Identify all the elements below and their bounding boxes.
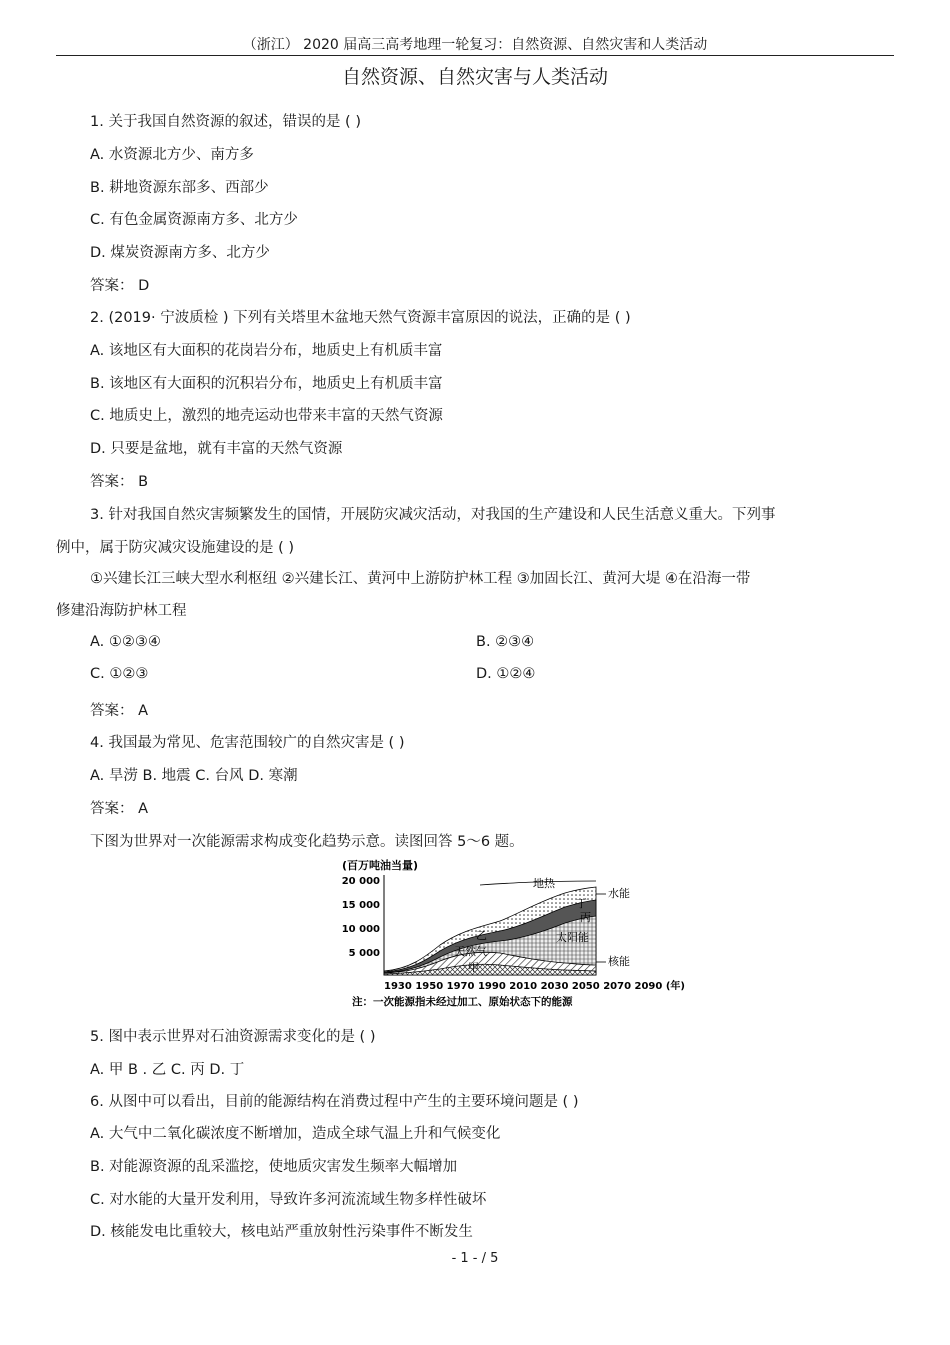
- text-line: 2. (2019· 宁波质检 ) 下列有关塔里木盆地天然气资源丰富原因的说法，正确的是 ( ): [90, 310, 631, 326]
- page-number: - 1 - / 5: [451, 1251, 499, 1266]
- text-line: 答案： A: [90, 801, 149, 817]
- ytick-5000: 5 000: [348, 948, 380, 959]
- label-bing: 丙: [580, 911, 591, 924]
- text-line: 6. 从图中可以看出，目前的能源结构在消费过程中产生的主要环境问题是 ( ): [90, 1094, 579, 1110]
- label-yi: 乙: [476, 929, 487, 942]
- text-line: C. ①②③: [90, 666, 149, 682]
- label-ding: 丁: [576, 897, 587, 910]
- text-line: 例中，属于防灾减灾设施建设的是 ( ): [56, 540, 295, 556]
- text-line: ①兴建长江三峡大型水利枢纽 ②兴建长江、黄河中上游防护林工程 ③加固长江、黄河大堤 ④在沿海一带: [90, 571, 751, 587]
- header-rule: [56, 55, 894, 56]
- text-line: 答案： A: [90, 703, 149, 719]
- text-line: D. 煤炭资源南方多、北方少: [90, 245, 270, 261]
- text-line: A. 大气中二氧化碳浓度不断增加，造成全球气温上升和气候变化: [90, 1126, 501, 1142]
- figure-note: 注：一次能源指未经过加工、原始状态下的能源: [352, 996, 573, 1008]
- text-line: B. ②③④: [476, 634, 535, 650]
- label-jia: 甲: [468, 961, 479, 974]
- text-line: C. 对水能的大量开发利用，导致许多河流流域生物多样性破坏: [90, 1192, 487, 1208]
- text-line: A. 甲 B . 乙 C. 丙 D. 丁: [90, 1062, 245, 1078]
- text-line: 5. 图中表示世界对石油资源需求变化的是 ( ): [90, 1029, 376, 1045]
- ytick-20000: 20 000: [341, 876, 380, 887]
- text-line: C. 地质史上，激烈的地壳运动也带来丰富的天然气资源: [90, 408, 443, 424]
- label-natural-gas: 天然气: [454, 945, 487, 958]
- text-line: B. 耕地资源东部多、西部少: [90, 180, 269, 196]
- document-title: 自然资源、自然灾害与人类活动: [341, 66, 608, 88]
- text-line: B. 对能源资源的乱采滥挖，使地质灾害发生频率大幅增加: [90, 1159, 458, 1175]
- text-line: A. 该地区有大面积的花岗岩分布，地质史上有机质丰富: [90, 343, 443, 359]
- text-line: A. ①②③④: [90, 634, 161, 650]
- text-line: B. 该地区有大面积的沉积岩分布，地质史上有机质丰富: [90, 376, 443, 392]
- energy-demand-figure: [330, 857, 685, 1017]
- figure-xticks: 1930 1950 1970 1990 2010 2030 2050 2070 2090 (年): [384, 981, 685, 992]
- text-line: D. 只要是盆地，就有丰富的天然气资源: [90, 441, 343, 457]
- text-line: D. ①②④: [476, 666, 536, 682]
- page-header: （浙江） 2020 届高三高考地理一轮复习：自然资源、自然灾害和人类活动: [242, 37, 708, 53]
- text-line: A. 水资源北方少、南方多: [90, 147, 254, 163]
- text-line: D. 核能发电比重较大，核电站严重放射性污染事件不断发生: [90, 1224, 473, 1240]
- text-line: C. 有色金属资源南方多、北方少: [90, 212, 298, 228]
- text-line: 修建沿海防护林工程: [56, 603, 187, 619]
- text-line: 3. 针对我国自然灾害频繁发生的国情，开展防灾减灾活动，对我国的生产建设和人民生活意义重大。下列事: [90, 507, 776, 523]
- figure-unit: (百万吨油当量): [342, 859, 419, 872]
- text-line: 下图为世界对一次能源需求构成变化趋势示意。读图回答 5～6 题。: [90, 834, 524, 850]
- text-line: 答案： D: [90, 278, 150, 294]
- ytick-15000: 15 000: [341, 900, 380, 911]
- label-geothermal: 地热: [533, 877, 555, 890]
- label-solar: 太阳能: [556, 931, 589, 944]
- ytick-10000: 10 000: [341, 924, 380, 935]
- text-line: 4. 我国最为常见、危害范围较广的自然灾害是 ( ): [90, 735, 405, 751]
- text-line: 1. 关于我国自然资源的叙述，错误的是 ( ): [90, 114, 361, 130]
- label-hydro: 水能: [608, 887, 630, 900]
- text-line: A. 旱涝 B. 地震 C. 台风 D. 寒潮: [90, 768, 298, 784]
- label-nuclear: 核能: [608, 955, 630, 968]
- text-line: 答案： B: [90, 474, 149, 490]
